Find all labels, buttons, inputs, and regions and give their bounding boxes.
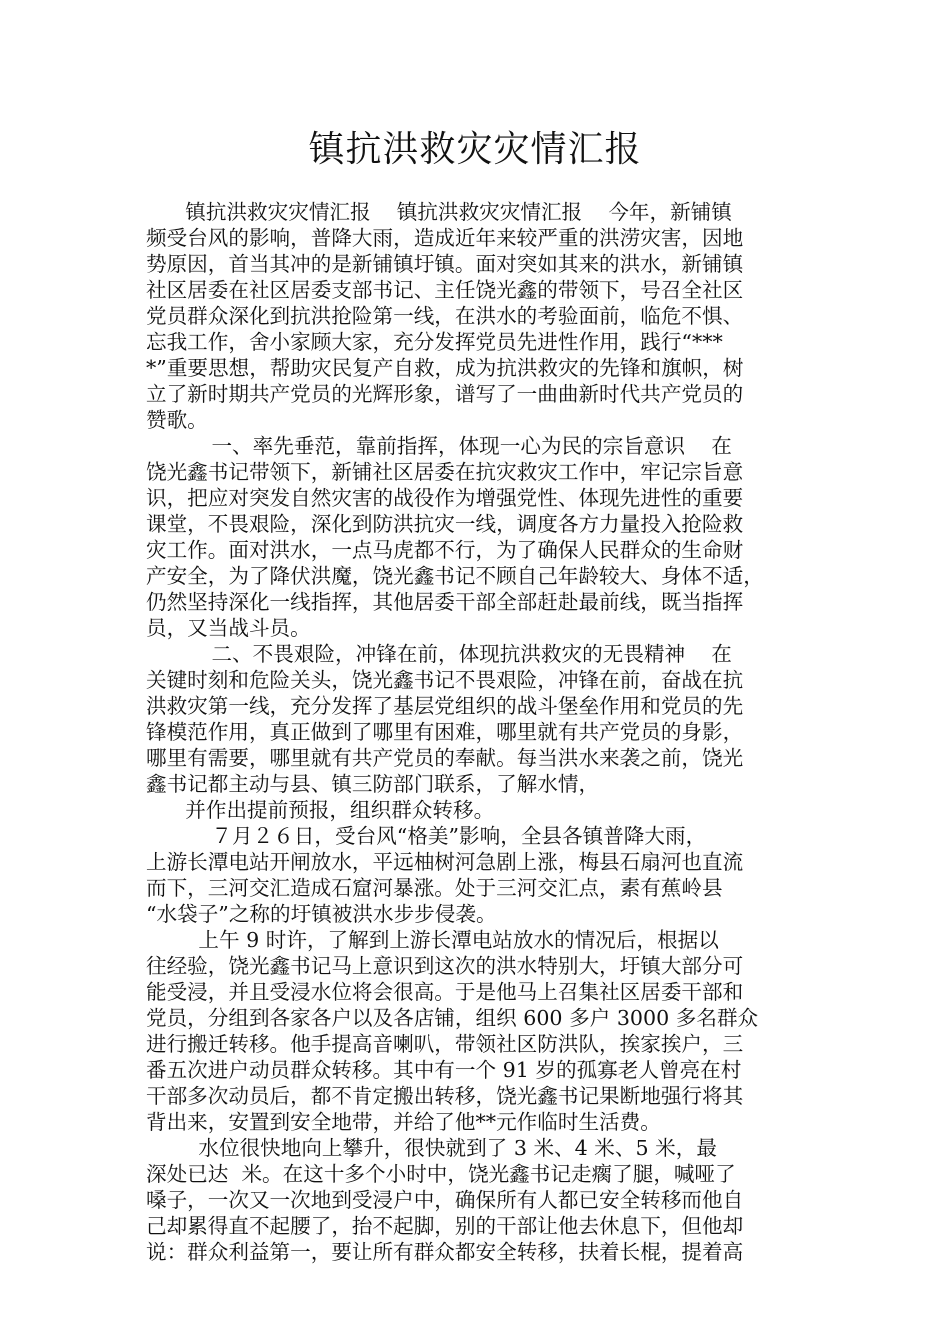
text-line: 洪救灾第一线，充分发挥了基层党组织的战斗堡垒作用和党员的先 [146, 694, 744, 718]
text-line: 灾工作。面对洪水，一点马虎都不行，为了确保人民群众的生命财 [146, 538, 744, 562]
text-line: 二、不畏艰险，冲锋在前，体现抗洪救灾的无畏精神 在 [146, 642, 732, 666]
text-line: 识，把应对突发自然灾害的战役作为增强党性、体现先进性的重要 [146, 486, 744, 510]
text-line: 说：群众利益第一，要让所有群众都安全转移，扶着长棍，提着高 [146, 1240, 744, 1264]
text-line: 番五次进户动员群众转移。其中有一个 91 岁的孤寡老人曾亮在村 [146, 1058, 742, 1082]
document-body [146, 199, 814, 1265]
text-line: 关键时刻和危险关头，饶光鑫书记不畏艰险，冲锋在前，奋战在抗 [146, 668, 744, 692]
text-line: 镇抗洪救灾灾情汇报 镇抗洪救灾灾情汇报 今年，新铺镇 [146, 200, 732, 224]
text-line: 社区居委在社区居委支部书记、主任饶光鑫的带领下，号召全社区 [146, 278, 744, 302]
text-line: *”重要思想，帮助灾民复产自救，成为抗洪救灾的先锋和旗帜，树 [146, 356, 744, 380]
text-line: ７月２６日，受台风“格美”影响，全县各镇普降大雨， [146, 824, 707, 848]
text-line: 往经验，饶光鑫书记马上意识到这次的洪水特别大，圩镇大部分可 [146, 954, 744, 978]
text-line: 己却累得直不起腰了，抬不起脚，别的干部让他去休息下，但他却 [146, 1214, 744, 1238]
text-line: 并作出提前预报，组织群众转移。 [146, 798, 495, 822]
text-line: 频受台风的影响，普降大雨，造成近年来较严重的洪涝灾害，因地 [146, 226, 744, 250]
text-line: 忘我工作，舍小家顾大家，充分发挥党员先进性作用，践行“*** [146, 330, 723, 354]
text-line: 赞歌。 [146, 408, 208, 432]
text-line: 员，又当战斗员。 [146, 616, 311, 640]
text-line: 势原因，首当其冲的是新铺镇圩镇。面对突如其来的洪水，新铺镇 [146, 252, 744, 276]
text-line: 饶光鑫书记带领下，新铺社区居委在抗灾救灾工作中，牢记宗旨意 [146, 460, 744, 484]
text-line: 哪里有需要，哪里就有共产党员的奉献。每当洪水来袭之前，饶光 [146, 746, 744, 770]
text-line: 一、率先垂范，靠前指挥，体现一心为民的宗旨意识 在 [146, 434, 732, 458]
text-line: 鑫书记都主动与县、镇三防部门联系，了解水情， [146, 772, 600, 796]
text-line: 水位很快地向上攀升，很快就到了 3 米、4 米、5 米，最 [146, 1136, 717, 1160]
document-title: 镇抗洪救灾灾情汇报 [308, 129, 642, 170]
text-line: 干部多次动员后，都不肯定搬出转移，饶光鑫书记果断地强行将其 [146, 1084, 744, 1108]
text-line: 仍然坚持深化一线指挥，其他居委干部全部赶赴最前线，既当指挥 [146, 590, 744, 614]
text-line: 党员，分组到各家各户以及各店铺，组织 600 多户 3000 多名群众 [146, 1006, 759, 1030]
text-line: 党员群众深化到抗洪抢险第一线，在洪水的考验面前，临危不惧、 [146, 304, 744, 328]
text-line: 嗓子，一次又一次地到受浸户中，确保所有人都已安全转移而他自 [146, 1188, 744, 1212]
text-line: 产安全，为了降伏洪魔，饶光鑫书记不顾自己年龄较大、身体不适， [146, 564, 764, 588]
text-line: 进行搬迁转移。他手提高音喇叭，带领社区防洪队，挨家挨户，三 [146, 1032, 744, 1056]
text-line: 立了新时期共产党员的光辉形象，谱写了一曲曲新时代共产党员的 [146, 382, 744, 406]
text-line: “水袋子”之称的圩镇被洪水步步侵袭。 [146, 902, 497, 926]
text-line: 上游长潭电站开闸放水，平远柚树河急剧上涨，梅县石扇河也直流 [146, 850, 744, 874]
text-line: 锋模范作用，真正做到了哪里有困难，哪里就有共产党员的身影， [146, 720, 744, 744]
text-line: 而下，三河交汇造成石窟河暴涨。处于三河交汇点，素有蕉岭县 [146, 876, 723, 900]
text-line: 背出来，安置到安全地带，并给了他**元作临时生活费。 [146, 1110, 661, 1134]
text-line: 上午 9 时许，了解到上游长潭电站放水的情况后，根据以 [146, 928, 719, 952]
text-line: 深处已达 米。在这十多个小时中，饶光鑫书记走瘸了腿，喊哑了 [146, 1162, 736, 1186]
text-line: 能受浸，并且受浸水位将会很高。于是他马上召集社区居委干部和 [146, 980, 744, 1004]
text-line: 课堂，不畏艰险，深化到防洪抗灾一线，调度各方力量投入抢险救 [146, 512, 744, 536]
